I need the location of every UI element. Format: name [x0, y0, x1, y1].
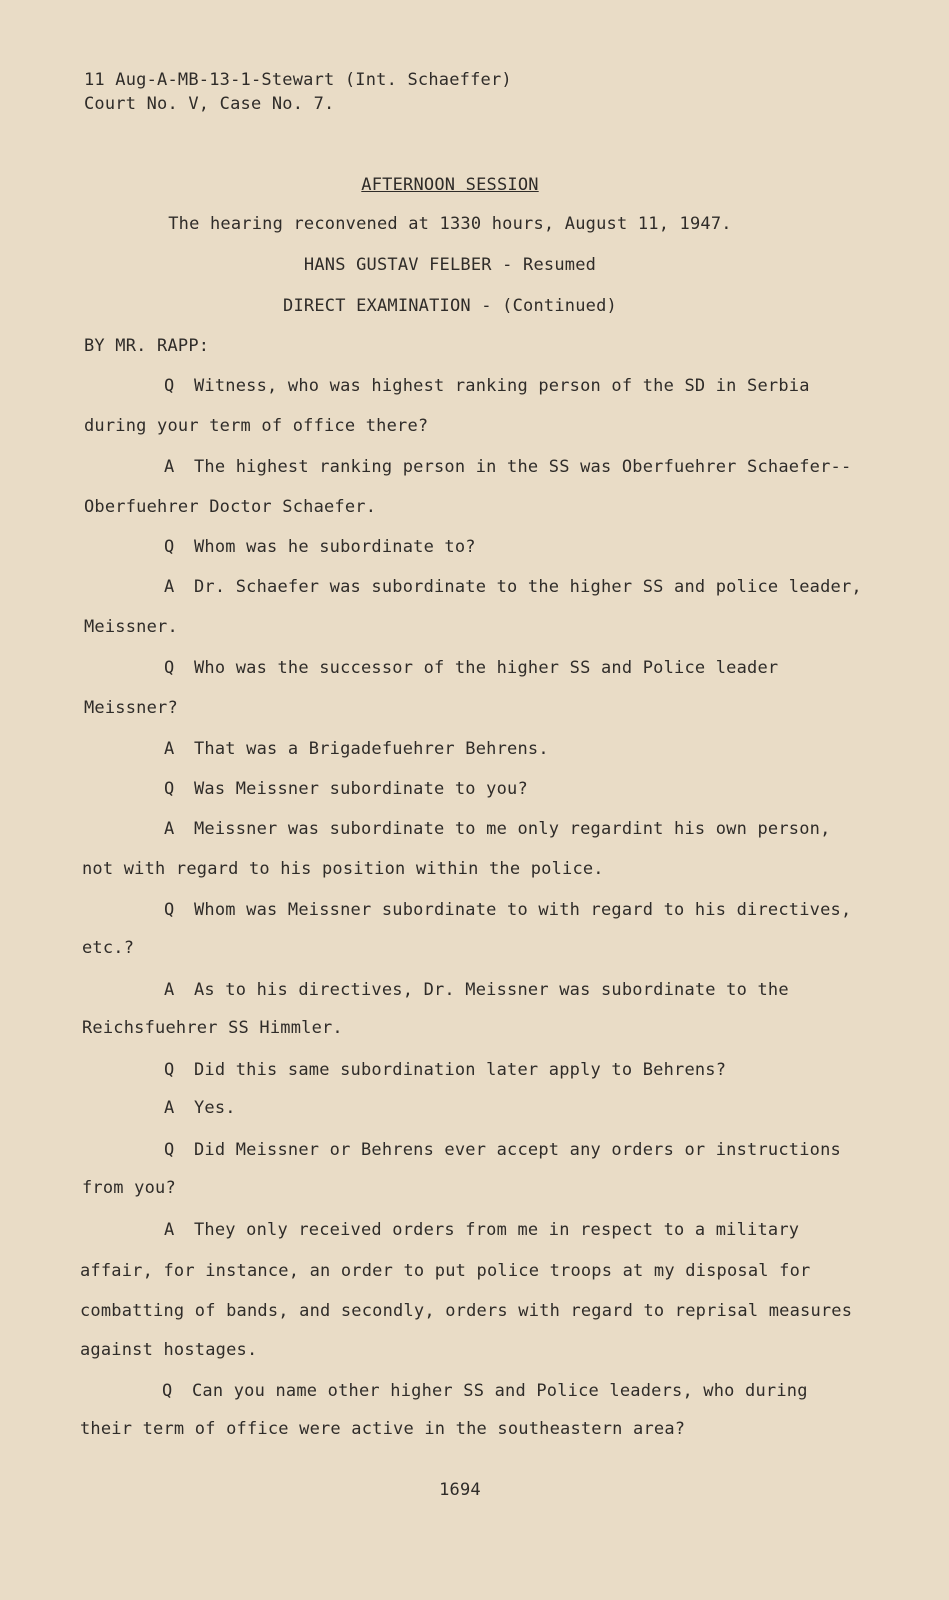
qa-text: They only received orders from me in respect to a military — [194, 1220, 800, 1240]
qa-label: A — [164, 577, 175, 597]
witness-name: HANS GUSTAV FELBER - Resumed — [303, 255, 597, 275]
qa-label: Q — [164, 658, 175, 678]
qa-text: Who was the successor of the higher SS and Police leader — [194, 658, 779, 678]
qa-continuation: Meissner? — [84, 698, 178, 718]
qa-continuation: Oberfuehrer Doctor Schaefer. — [84, 497, 377, 517]
qa-continuation: affair, for instance, an order to put police troops at my disposal for — [80, 1261, 811, 1281]
question — [164, 779, 528, 799]
qa-continuation: against hostages. — [80, 1340, 258, 1360]
qa-label: A — [164, 1098, 175, 1118]
session-title: AFTERNOON SESSION — [361, 175, 539, 195]
qa-label: Q — [164, 779, 175, 799]
question — [164, 1060, 726, 1080]
qa-label: A — [164, 739, 175, 759]
qa-label: Q — [162, 1381, 173, 1401]
qa-label: A — [164, 1220, 175, 1240]
reconvened-line: The hearing reconvened at 1330 hours, August 11, 1947. — [168, 214, 732, 234]
qa-label: Q — [164, 537, 175, 557]
qa-label: Q — [164, 376, 175, 396]
question — [164, 1140, 841, 1160]
qa-label: Q — [164, 1140, 175, 1160]
qa-text: Did Meissner or Behrens ever accept any orders or instructions — [194, 1140, 841, 1160]
qa-continuation: etc.? — [82, 938, 135, 958]
qa-text: Meissner was subordinate to me only regardint his own person, — [194, 819, 831, 839]
page-number: 1694 — [439, 1480, 481, 1500]
qa-continuation: combatting of bands, and secondly, orders with regard to reprisal measures — [80, 1301, 853, 1321]
examiner-line: BY MR. RAPP: — [84, 336, 210, 356]
question — [162, 1381, 808, 1401]
qa-text: Whom was he subordinate to? — [194, 537, 476, 557]
qa-continuation: Reichsfuehrer SS Himmler. — [82, 1018, 343, 1038]
qa-label: Q — [164, 1060, 175, 1080]
qa-text: Was Meissner subordinate to you? — [194, 779, 528, 799]
qa-text: Witness, who was highest ranking person of the SD in Serbia — [194, 376, 810, 396]
document-header — [84, 68, 512, 116]
qa-continuation: not with regard to his position within the police. — [82, 859, 604, 879]
answer — [164, 980, 789, 1000]
qa-text: As to his directives, Dr. Meissner was subordinate to the — [194, 980, 789, 1000]
question — [164, 900, 851, 920]
qa-text: Whom was Meissner subordinate to with regard to his directives, — [194, 900, 852, 920]
qa-text: Yes. — [194, 1098, 236, 1118]
qa-continuation: during your term of office there? — [84, 416, 429, 436]
answer — [164, 1098, 236, 1118]
qa-continuation: Meissner. — [84, 617, 178, 637]
header-court-case: Court No. V, Case No. 7. — [84, 94, 335, 114]
answer — [164, 739, 549, 759]
header-reference: 11 Aug-A-MB-13-1-Stewart (Int. Schaeffer) — [84, 70, 512, 90]
answer — [164, 577, 862, 597]
qa-label: A — [164, 457, 175, 477]
qa-label: Q — [164, 900, 175, 920]
question — [164, 537, 476, 557]
question — [164, 658, 778, 678]
qa-text: The highest ranking person in the SS was Oberfuehrer Schaefer-- — [194, 457, 852, 477]
qa-text: Dr. Schaefer was subordinate to the higher SS and police leader, — [194, 577, 862, 597]
answer — [164, 1220, 799, 1240]
qa-continuation: their term of office were active in the southeastern area? — [80, 1419, 686, 1439]
qa-text: Can you name other higher SS and Police leaders, who during — [192, 1381, 808, 1401]
answer — [164, 819, 831, 839]
examination-heading: DIRECT EXAMINATION - (Continued) — [283, 296, 617, 316]
qa-label: A — [164, 819, 175, 839]
qa-text: Did this same subordination later apply to Behrens? — [194, 1060, 727, 1080]
answer — [164, 457, 851, 477]
qa-label: A — [164, 980, 175, 1000]
question — [164, 376, 810, 396]
qa-text: That was a Brigadefuehrer Behrens. — [194, 739, 549, 759]
qa-continuation: from you? — [82, 1178, 176, 1198]
